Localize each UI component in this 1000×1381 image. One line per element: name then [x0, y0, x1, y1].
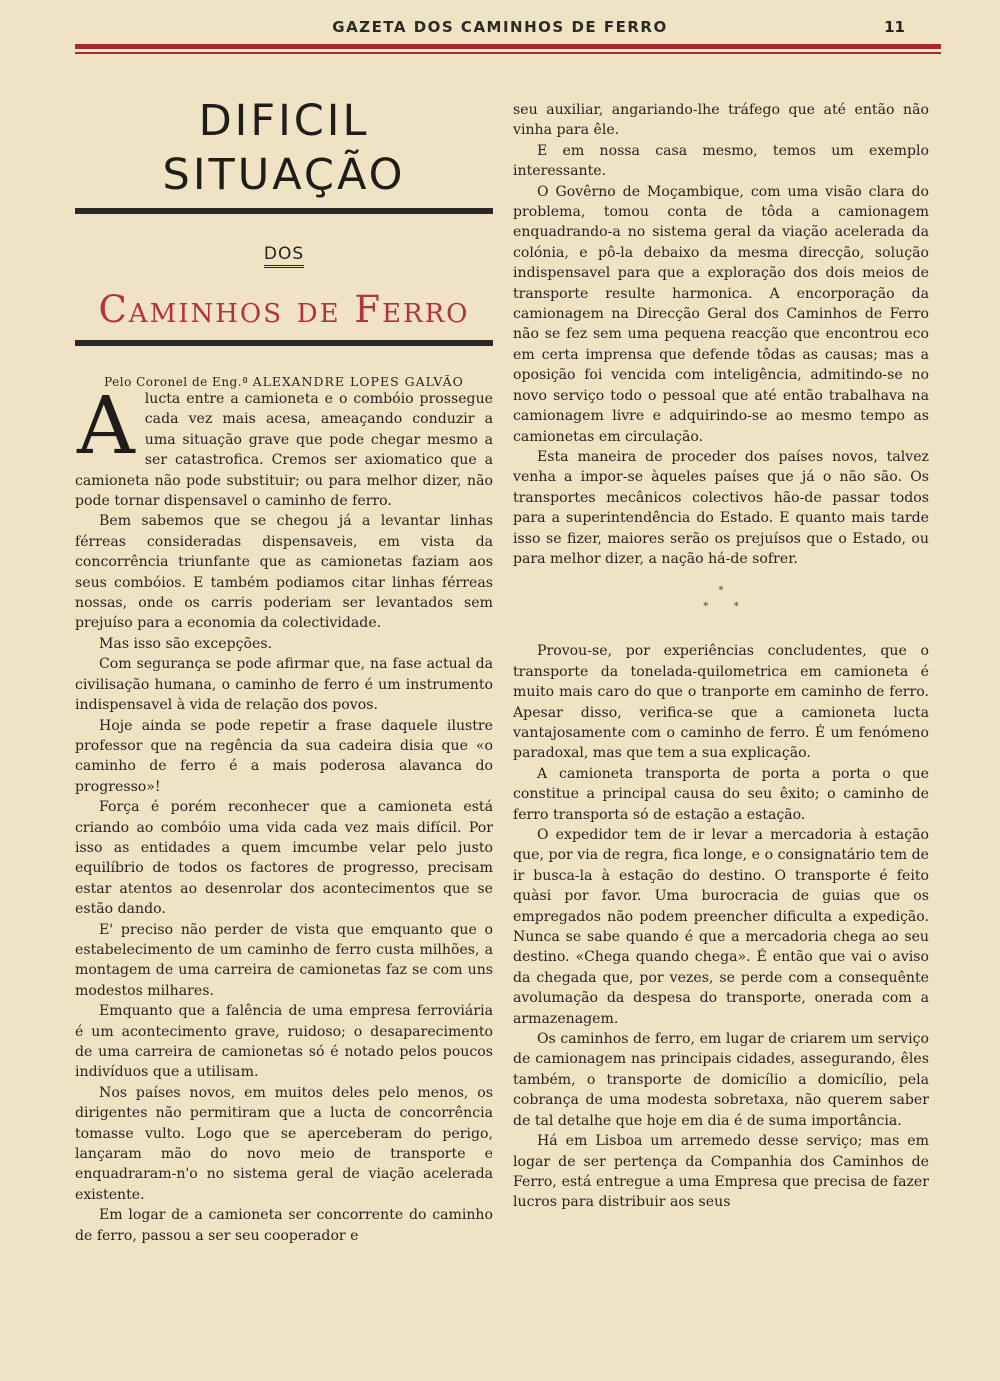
page-number: 11	[884, 18, 905, 36]
paragraph-right-5: A camioneta transporta de porta a porta o que constitue a principal causa do seu êxito; o caminho de ferro transporta só de estação a estação.	[513, 765, 929, 823]
paragraph-left-4: Hoje ainda se pode repetir a frase daquele ilustre professor que na regência da sua cadeira disia que «o caminho de ferro é a mais poderosa alavanca do progresso»!	[75, 717, 493, 795]
article-title-dos	[75, 244, 493, 264]
separator-stars-bottom: * *	[703, 601, 739, 613]
journal-name: GAZETA DOS CAMINHOS DE FERRO	[332, 18, 668, 36]
paragraph-right-0: seu auxiliar, angariando-lhe tráfego que até então não vinha para êle.	[513, 102, 929, 139]
section-separator	[513, 583, 929, 615]
left-column	[75, 82, 493, 1246]
paragraph-right-4: Provou-se, por experiências concludentes, que o transporte da tonelada-quilometrica em camioneta é muito mais caro do que o tranporte em caminho de ferro. Apesar disso, verifica-se que a camioneta lucta vantajosamente com o caminho de ferro. É um fenómeno paradoxal, mas que tem a sua explicação.	[513, 643, 929, 762]
byline-prefix: Pelo Coronel de Eng.ª	[104, 375, 249, 389]
paragraph-left-3: Com segurança se pode afirmar que, na fase actual da civilisação humana, o caminho de ferro é um instrumento indispensavel à vida de relação dos povos.	[75, 656, 493, 714]
paragraph-right-7: Os caminhos de ferro, em lugar de criarem um serviço de camionagem nas principais cidades, assegurando, êles também, o transporte de domicílio a domicílio, pela cobrança de uma modesta sobretaxa, não querem saber de tal detalhe que hoje em dia é de suma importância.	[513, 1031, 929, 1129]
paragraph-right-8: Há em Lisboa um arremedo desse serviço; mas em logar de ser pertença da Companhia dos Caminhos de Ferro, está entregue a uma Empresa que precisa de fazer lucros para distribuir aos seus	[513, 1133, 929, 1211]
title-rule-bottom	[75, 340, 493, 346]
paragraph-left-6: E' preciso não perder de vista que emquanto que o estabelecimento de um caminho de ferro custa milhões, a montagem de uma carreira de camionetas faz se com uns modestos milhares.	[75, 921, 493, 999]
paragraph-left-9: Em logar de a camioneta ser concorrente do caminho de ferro, passou a ser seu cooperador e	[75, 1207, 493, 1244]
paragraph-right-6: O expedidor tem de ir levar a mercadoria à estação que, por via de regra, fica longe, e o consignatário tem de ir busca-la à estação do destino. O transporte é feito quàsi por favor. Uma burocracia de guias que os empregados não podem preencher dificulta a expedição. Nunca se sabe quando é que a mercadoria chega ao seu destino. «Chega quando chega». É então que vai o aviso da chegada que, por vezes, se perde com a consequênte avolumação da despesa do transporte, onerada com a armazenagem.	[513, 827, 929, 1027]
article-title-line2: Caminhos de Ferro	[98, 288, 470, 331]
paragraph-left-7: Emquanto que a falência de uma empresa ferroviária é um acontecimento grave, ruidoso; o desaparecimento de uma carreira de camionetas só é notado pelos poucos indivíduos que a utilisam.	[75, 1003, 493, 1081]
byline	[75, 374, 493, 389]
paragraph-right-2: O Govêrno de Moçambique, com uma visão clara do problema, tomou conta de tôda a camionagem enquadrando-a no sistema geral da viação acelerada da colónia, e pô-la debaixo da mesma direcção, solução indispensavel para que a exploração dos dois meios de transporte resulte harmonica. A encorporação da camionagem na Direcção Geral dos Caminhos de Ferro não se fez sem uma pequena reacção que encontrou eco em certa imprensa que defende tôdas as causas; mas a oposição foi vencida com inteligência, admitindo-se no novo serviço todo o pessoal que até então trabalhava na camionagem livre e adquirindo-se ao mesmo tempo as camionetas em circulação.	[513, 183, 929, 445]
byline-author: ALEXANDRE LOPES GALVÃO	[252, 374, 464, 389]
header-rule-thin	[75, 52, 941, 54]
right-column	[513, 100, 929, 1213]
paragraph-left-1: Bem sabemos que se chegou já a levantar linhas férreas consideradas dispensaveis, em vista da concorrência triunfante que as camionetas faziam aos seus combóios. E também podiamos citar linhas férreas nossas, onde os carris poderiam ser levantados sem prejuíso para a economia da colectividade.	[75, 513, 493, 632]
paragraph-text: lucta entre a camioneta e o combóio prossegue cada vez mais acesa, ameaçando conduzir a uma situação grave que pode chegar mesmo a ser catastrofica. Cremos ser axiomatico que a camioneta não pode substituir; ou para melhor dizer, não pode tornar dispensavel o caminho de ferro.	[75, 391, 493, 510]
running-header	[75, 16, 925, 44]
title-dos-text: DOS	[264, 244, 304, 268]
paragraph-right-3: Esta maneira de proceder dos países novos, talvez venha a impor-se àqueles países que já o não são. Os transportes mecânicos colectivos hão-de passar todos para a superintendência do Estado. E quanto mais tarde isso se fizer, maiores serão os prejuísos que o Estado, ou para melhor dizer, a nação há-de sofrer.	[513, 448, 929, 567]
paragraph-left-8: Nos países novos, em muitos deles pelo menos, os dirigentes não permitiram que a lucta de concorrência tomasse vulto. Logo que se aperceberam do perigo, lançaram mão do novo meio de transporte e enquadraram-n'o no sistema geral de viação acelerada existente.	[75, 1084, 493, 1203]
paragraph-left-5: Força é porém reconhecer que a camioneta está criando ao combóio uma vida cada vez mais difícil. Por isso as entidades a quem imcumbe velar pelo justo equilíbrio de todos os factores de progresso, precisam estar atentos ao desenrolar dos acontecimentos que se estão dando.	[75, 799, 493, 918]
paragraph-right-1: E em nossa casa mesmo, temos um exemplo interessante.	[513, 142, 929, 180]
paragraph-left-2: Mas isso são excepções.	[99, 635, 273, 652]
article-title-line1: DIFICIL SITUAÇÃO	[162, 96, 406, 200]
drop-cap: A	[77, 379, 135, 472]
title-rule-top	[75, 208, 493, 214]
header-rule-thick	[75, 44, 941, 49]
separator-star-top: *	[718, 585, 724, 597]
